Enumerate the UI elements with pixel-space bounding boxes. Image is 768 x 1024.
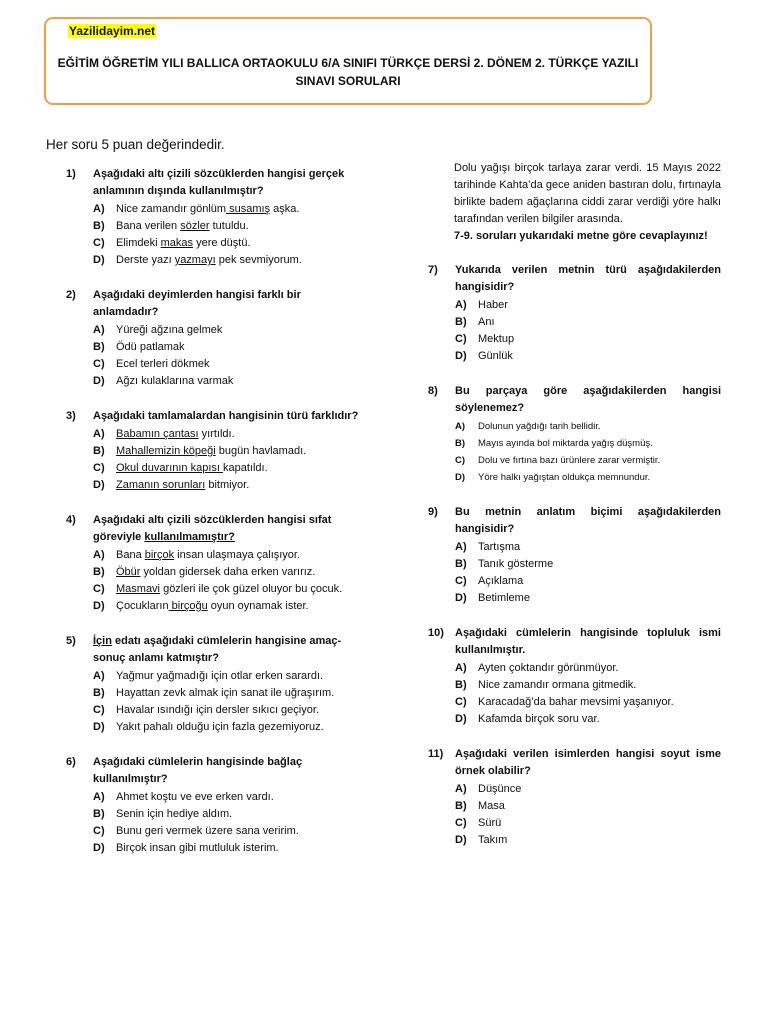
question-10: [428, 625, 721, 728]
answer-option[interactable]: [93, 477, 360, 494]
option-text: [116, 581, 342, 598]
answer-option[interactable]: [93, 373, 360, 390]
underlined-text: kullanılmamıştır?: [144, 531, 235, 543]
option-text: [116, 322, 222, 339]
text-span: Birçok insan gibi mutluluk isterim.: [116, 842, 279, 854]
answer-option[interactable]: [93, 719, 360, 736]
text-span: Betimleme: [478, 592, 530, 604]
text-span: Senin için hediye aldım.: [116, 808, 233, 820]
question-number: 1): [66, 168, 76, 180]
text-span: Kafamda birçok soru var.: [478, 713, 600, 725]
answer-option[interactable]: [93, 840, 360, 857]
question-text: Aşağıdaki altı çizili sözcüklerden hangisi gerçek anlamının dışında kullanılmıştır?: [93, 168, 345, 197]
text-span: Dolunun yağdığı tarih bellidir.: [478, 421, 601, 432]
answer-option[interactable]: [455, 711, 721, 728]
option-letter: C): [93, 825, 105, 837]
answer-option[interactable]: [93, 789, 360, 806]
option-letter: A): [93, 324, 105, 336]
underlined-text: birçoğu: [168, 600, 208, 612]
answer-option[interactable]: [455, 798, 721, 815]
exam-title: EĞİTİM ÖĞRETİM YILI BALLICA ORTAOKULU 6/A SINIFI TÜRKÇE DERSİ 2. DÖNEM 2. TÜRKÇE YAZILI SINAVI SORULARI: [57, 56, 639, 88]
option-letter: C): [455, 696, 467, 708]
text-span: Anı: [478, 316, 495, 328]
text-span: Yağmur yağmadığı için otlar erken sarardı.: [116, 670, 324, 682]
answer-option[interactable]: [93, 823, 360, 840]
option-letter: D): [455, 592, 467, 604]
option-text: [478, 331, 514, 348]
option-text: [116, 235, 251, 252]
answer-option[interactable]: [93, 252, 360, 269]
text-span: Hayattan zevk almak için sanat ile uğraşırım.: [116, 687, 335, 699]
option-text: [116, 719, 324, 736]
underlined-text: yazmayı: [174, 254, 216, 266]
text-span: Mayıs ayında bol miktarda yağış düşmüş.: [478, 438, 653, 449]
option-text: [478, 832, 507, 849]
passage-instruction: 7-9. soruları yukarıdaki metne göre cevaplayınız!: [454, 230, 708, 242]
question-body: [93, 512, 360, 615]
text-span: pek sevmiyorum.: [215, 254, 302, 266]
text-span: Yakıt pahalı olduğu için fazla gezemiyoruz.: [116, 721, 324, 733]
option-text: [116, 460, 268, 477]
option-letter: D): [93, 721, 105, 733]
text-span: Çocukların: [116, 600, 169, 612]
option-text: [478, 711, 600, 728]
option-letter: A): [455, 421, 466, 432]
answer-option[interactable]: [455, 694, 721, 711]
answer-option[interactable]: [455, 660, 721, 677]
text-span: Yöre halkı yağıştan oldukça memnundur.: [478, 472, 651, 483]
question-number: 11): [428, 748, 444, 760]
text-span: Açıklama: [478, 575, 524, 587]
reading-passage: Dolu yağışı birçok tarlaya zarar verdi. 15 Mayıs 2022 tarihinde Kahta’da gece aniden bastıran dolu, fırtınayla birlikte badem ağaçlarına ciddi zarar verdiği yöre halkı tarafından verilen bilgiler arasında.: [454, 162, 721, 225]
answer-option[interactable]: [93, 564, 360, 581]
option-text: [116, 840, 279, 857]
option-text: [478, 539, 520, 556]
option-text: [116, 702, 319, 719]
question-number: 9): [428, 506, 438, 518]
option-text: [478, 297, 508, 314]
text-span: Yüreği ağzına gelmek: [116, 324, 223, 336]
answer-option[interactable]: [455, 590, 721, 607]
option-text: [478, 573, 523, 590]
question-number: 10): [428, 627, 444, 639]
question-body: [455, 746, 721, 849]
underlined-text: İçin: [93, 635, 112, 647]
underlined-text: Okul duvarının kapısı: [116, 462, 223, 474]
answer-option[interactable]: [455, 297, 721, 314]
option-letter: D): [93, 254, 105, 266]
text-span: aşka.: [270, 203, 300, 215]
text-span: gözleri ile çok güzel oluyor bu çocuk.: [160, 583, 343, 595]
option-text: [116, 443, 306, 460]
option-text: [116, 356, 210, 373]
underlined-text: sözler: [180, 220, 210, 232]
answer-option[interactable]: [455, 832, 721, 849]
option-text: [478, 418, 601, 435]
text-span: Havalar ısındığı için dersler sıkıcı geçiyor.: [116, 704, 319, 716]
text-span: Haber: [478, 299, 508, 311]
option-letter: C): [93, 358, 105, 370]
answer-option[interactable]: [93, 598, 360, 615]
underlined-text: Zamanın sorunları: [116, 479, 206, 491]
option-text: [478, 469, 650, 486]
text-span: Tartışma: [478, 541, 521, 553]
option-text: [478, 314, 495, 331]
text-span: Ödü patlamak: [116, 341, 185, 353]
option-text: [116, 218, 249, 235]
option-letter: C): [455, 333, 467, 345]
option-text: [116, 806, 232, 823]
answer-option[interactable]: [455, 418, 721, 435]
option-letter: D): [93, 479, 105, 491]
answer-option[interactable]: [455, 314, 721, 331]
text-span: Karacadağ’da bahar mevsimi yaşanıyor.: [478, 696, 674, 708]
text-span: Mektup: [478, 333, 515, 345]
text-span: Masa: [478, 800, 505, 812]
text-span: Nice zamandır gönlüm: [116, 203, 227, 215]
underlined-text: Masmavi: [116, 583, 161, 595]
answer-option[interactable]: [455, 435, 721, 452]
option-letter: B): [455, 800, 467, 812]
answer-option[interactable]: [455, 469, 721, 486]
question-text: Aşağıdaki tamlamalardan hangisinin türü farklıdır?: [93, 410, 359, 422]
question-text: Yukarıda verilen metnin türü aşağıdakilerden hangisidir?: [455, 264, 721, 293]
option-text: [478, 660, 618, 677]
text-span: insan ulaşmaya çalışıyor.: [174, 549, 301, 561]
text-span: Düşünce: [478, 783, 522, 795]
option-letter: D): [93, 842, 105, 854]
question-body: [93, 633, 360, 736]
option-text: [478, 556, 553, 573]
question-2: [66, 287, 360, 390]
option-letter: A): [93, 549, 105, 561]
question-7: [428, 262, 721, 365]
option-letter: A): [455, 783, 467, 795]
option-text: [478, 694, 674, 711]
option-text: [478, 348, 513, 365]
question-text: Aşağıdaki cümlelerin hangisinde topluluk ismi kullanılmıştır.: [455, 627, 721, 656]
text-span: yere düştü.: [193, 237, 251, 249]
underlined-text: Babamın çantası: [116, 428, 199, 440]
option-letter: B): [93, 687, 105, 699]
answer-option[interactable]: [455, 452, 721, 469]
option-text: [116, 564, 315, 581]
answer-option[interactable]: [455, 331, 721, 348]
option-letter: A): [93, 791, 105, 803]
answer-option[interactable]: [93, 685, 360, 702]
answer-option[interactable]: [93, 547, 360, 564]
option-text: [478, 435, 653, 452]
header-box: [44, 17, 652, 105]
answer-option[interactable]: [93, 339, 360, 356]
text-span: Bunu geri vermek üzere sana veririm.: [116, 825, 299, 837]
option-text: [116, 201, 299, 218]
answer-option[interactable]: [455, 348, 721, 365]
question-text: Aşağıdaki cümlelerin hangisinde bağlaç kullanılmıştır?: [93, 756, 303, 785]
option-letter: D): [455, 472, 466, 483]
answer-option[interactable]: [455, 573, 721, 590]
answer-option[interactable]: [93, 806, 360, 823]
option-letter: A): [93, 428, 105, 440]
answer-option[interactable]: [93, 426, 360, 443]
left-column: [66, 166, 360, 875]
answer-option[interactable]: [93, 218, 360, 235]
text-span: Sürü: [478, 817, 502, 829]
option-letter: C): [93, 237, 105, 249]
option-letter: B): [93, 808, 105, 820]
answer-option[interactable]: [455, 677, 721, 694]
option-text: [478, 781, 521, 798]
option-text: [116, 477, 249, 494]
points-note: Her soru 5 puan değerindedir.: [46, 137, 225, 152]
text-span: Ahmet koştu ve eve erken vardı.: [116, 791, 274, 803]
question-text: Bu parçaya göre aşağıdakilerden hangisi söylenemez?: [455, 385, 721, 414]
option-letter: B): [455, 438, 466, 449]
option-letter: C): [455, 455, 466, 466]
text-span: Takım: [478, 834, 508, 846]
option-text: [116, 668, 323, 685]
option-letter: B): [93, 445, 105, 457]
underlined-text: Mahallemizin köpeği: [116, 445, 216, 457]
question-text: [93, 512, 360, 546]
option-letter: D): [93, 600, 105, 612]
answer-option[interactable]: [93, 443, 360, 460]
option-letter: A): [455, 299, 467, 311]
question-body: [93, 408, 360, 494]
text-span: Nice zamandır ormana gitmedik.: [478, 679, 637, 691]
question-text: [93, 633, 360, 667]
answer-option[interactable]: [455, 781, 721, 798]
option-text: [116, 426, 235, 443]
question-number: 6): [66, 756, 76, 768]
text-span: Elimdeki: [116, 237, 161, 249]
option-letter: A): [93, 203, 105, 215]
answer-option[interactable]: [93, 668, 360, 685]
question-3: [66, 408, 360, 494]
underlined-text: makas: [160, 237, 194, 249]
option-text: [116, 789, 274, 806]
question-number: 8): [428, 385, 438, 397]
question-text: Bu metnin anlatım biçimi aşağıdakilerden hangisidir?: [455, 506, 721, 535]
text-span: edatı aşağıdaki cümlelerin hangisine amaç-sonuç anlamı katmıştır?: [93, 635, 342, 664]
text-span: tutuldu.: [209, 220, 249, 232]
answer-option[interactable]: [455, 539, 721, 556]
option-text: [116, 598, 309, 615]
question-text: Aşağıdaki deyimlerden hangisi farklı bir anlamdadır?: [93, 289, 301, 318]
question-6: [66, 754, 360, 857]
option-text: [116, 339, 184, 356]
answer-option[interactable]: [93, 235, 360, 252]
underlined-text: Öbür: [116, 566, 141, 578]
option-letter: C): [93, 704, 105, 716]
text-span: Günlük: [478, 350, 513, 362]
answer-option[interactable]: [455, 556, 721, 573]
option-letter: B): [455, 558, 467, 570]
option-letter: B): [455, 316, 467, 328]
option-text: [478, 798, 505, 815]
option-letter: D): [455, 350, 467, 362]
question-number: 3): [66, 410, 76, 422]
option-letter: C): [455, 575, 467, 587]
question-body: [455, 504, 721, 607]
text-span: bugün havlamadı.: [215, 445, 307, 457]
underlined-text: susamış: [226, 203, 271, 215]
text-span: Derste yazı: [116, 254, 175, 266]
answer-option[interactable]: [93, 460, 360, 477]
question-body: [93, 287, 360, 390]
text-span: Aşağıdaki altı çizili sözcüklerden hangisi sıfat göreviyle: [93, 514, 332, 543]
right-column: [428, 160, 721, 867]
text-span: Dolu ve fırtına bazı ürünlere zarar vermiştir.: [478, 455, 661, 466]
question-body: [93, 166, 360, 269]
answer-option[interactable]: [93, 322, 360, 339]
answer-option[interactable]: [93, 201, 360, 218]
option-letter: C): [455, 817, 467, 829]
question-body: [455, 262, 721, 365]
question-8: [428, 383, 721, 486]
text-span: Ecel terleri dökmek: [116, 358, 210, 370]
option-text: [116, 685, 334, 702]
question-1: [66, 166, 360, 269]
text-span: Ağzı kulaklarına varmak: [116, 375, 234, 387]
answer-option[interactable]: [93, 702, 360, 719]
option-letter: D): [455, 713, 467, 725]
option-letter: B): [93, 566, 105, 578]
question-number: 4): [66, 514, 76, 526]
option-letter: C): [93, 583, 105, 595]
option-letter: A): [455, 541, 467, 553]
text-span: oyun oynamak ister.: [207, 600, 309, 612]
option-letter: B): [455, 679, 467, 691]
answer-option[interactable]: [455, 815, 721, 832]
question-4: [66, 512, 360, 615]
option-text: [478, 677, 636, 694]
option-text: [478, 452, 660, 469]
question-body: [455, 625, 721, 728]
question-11: [428, 746, 721, 849]
text-span: bitmiyor.: [205, 479, 250, 491]
site-label[interactable]: Yazilidayim.net: [69, 24, 156, 38]
option-letter: D): [455, 834, 467, 846]
underlined-text: birçok: [144, 549, 175, 561]
option-text: [478, 815, 501, 832]
option-text: [116, 252, 302, 269]
option-text: [478, 590, 530, 607]
option-letter: B): [93, 341, 105, 353]
question-body: [455, 383, 721, 486]
text-span: Bana: [116, 549, 145, 561]
text-span: yırtıldı.: [198, 428, 235, 440]
answer-option[interactable]: [93, 581, 360, 598]
option-letter: B): [93, 220, 105, 232]
option-letter: A): [455, 662, 467, 674]
option-text: [116, 823, 299, 840]
option-text: [116, 373, 233, 390]
text-span: kapatıldı.: [223, 462, 268, 474]
text-span: Bana verilen: [116, 220, 181, 232]
option-letter: C): [93, 462, 105, 474]
question-9: [428, 504, 721, 607]
question-5: [66, 633, 360, 736]
text-span: yoldan gidersek daha erken varırız.: [140, 566, 316, 578]
option-text: [116, 547, 300, 564]
text-span: Ayten çoktandır görünmüyor.: [478, 662, 619, 674]
question-number: 7): [428, 264, 438, 276]
question-text: Aşağıdaki verilen isimlerden hangisi soyut isme örnek olabilir?: [455, 748, 721, 777]
answer-option[interactable]: [93, 356, 360, 373]
question-number: 5): [66, 635, 76, 647]
question-number: 2): [66, 289, 76, 301]
option-letter: D): [93, 375, 105, 387]
question-body: [93, 754, 360, 857]
option-letter: A): [93, 670, 105, 682]
text-span: Tanık gösterme: [478, 558, 554, 570]
